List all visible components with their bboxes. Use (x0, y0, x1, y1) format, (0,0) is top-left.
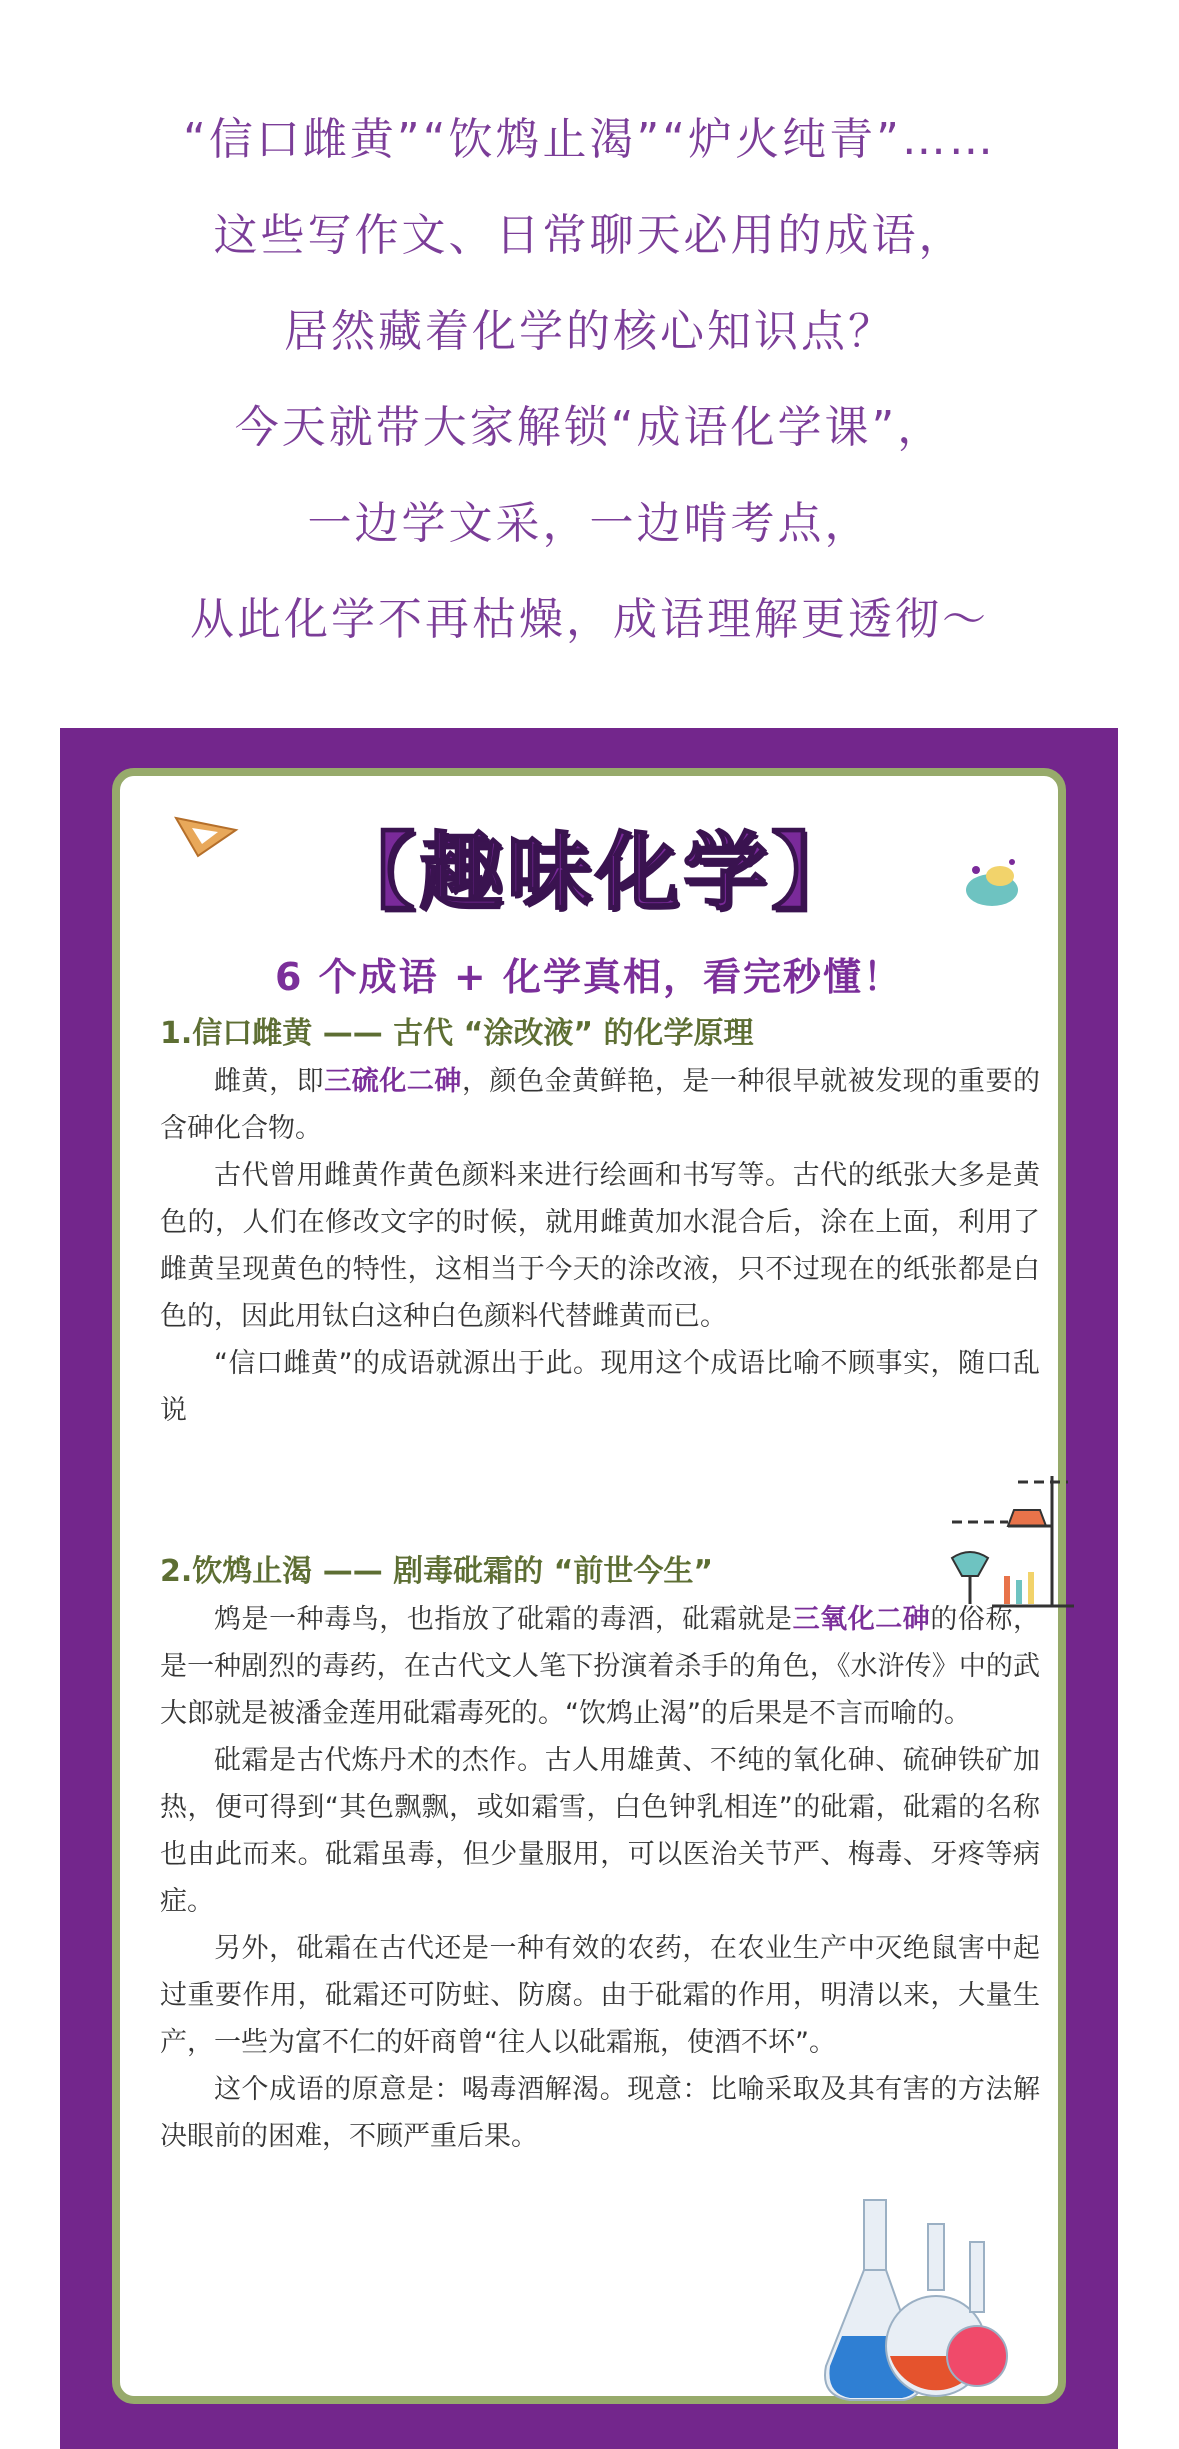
card-title-wrap (310, 818, 880, 926)
section-title: 1.信口雌黄 —— 古代 “涂改液” 的化学原理 (160, 1016, 754, 1051)
paragraph-text: 雌黄，即 (214, 1066, 325, 1097)
intro-line: 今天就带大家解锁“成语化学课”， (234, 402, 945, 453)
card-subtitle: 6 个成语 + 化学真相，看完秒懂！ (275, 955, 903, 999)
section-title: 2.饮鸩止渴 —— 剧毒砒霜的 “前世今生” (160, 1554, 714, 1589)
purple-frame (60, 728, 1118, 2449)
intro-line: 从此化学不再枯燥，成语理解更透彻～ (190, 594, 989, 645)
flasks-icon (820, 2196, 1010, 2404)
intro-line: 居然藏着化学的核心知识点？ (284, 306, 895, 357)
paragraph: 砒霜是古代炼丹术的杰作。古人用雄黄、不纯的氧化砷、硫砷铁矿加热，便可得到“其色飘飘，或如霜雪，白色钟乳相连”的砒霜，砒霜的名称也由此而来。砒霜虽毒，但少量服用，可以医治关节严、梅毒、牙疼等病症。 (160, 1745, 1040, 1917)
intro-line: 这些写作文、日常聊天必用的成语， (213, 210, 966, 261)
article-content (160, 1010, 1040, 2160)
paragraph: 另外，砒霜在古代还是一种有效的农药，在农业生产中灭绝鼠害中起过重要作用，砒霜还可防蛀、防腐。由于砒霜的作用，明清以来，大量生产，一些为富不仁的奸商曾“往人以砒霜瓶，使酒不坏”。 (160, 1933, 1040, 2058)
card-title: 【趣味化学】 (330, 823, 859, 921)
paragraph (160, 1596, 1040, 1737)
paragraph (160, 1058, 1040, 1152)
flying-cloud-icon (956, 852, 1026, 916)
paragraph: “信口雌黄”的成语就源出于此。现用这个成语比喻不顾事实，随口乱说 (160, 1348, 1040, 1426)
paragraph-text: 的俗称，是一种剧烈的毒药，在古代文人笔下扮演着杀手的角色，《水浒传》中的武大郎就是被潘金莲用砒霜毒死的。“饮鸩止渴”的后果是不言而喻的。 (160, 1604, 1041, 1729)
intro-text (0, 114, 1179, 694)
highlight-term: 三硫化二砷 (324, 1066, 462, 1097)
paragraph-text: ，颜色金黄鲜艳，是一种很早就被发现的重要的含砷化合物。 (160, 1066, 1041, 1144)
paragraph: 古代曾用雌黄作黄色颜料来进行绘画和书写等。古代的纸张大多是黄色的，人们在修改文字的时候，就用雌黄加水混合后，涂在上面，利用了雌黄呈现黄色的特性，这相当于今天的涂改液，只不过现在的纸张都是白色的，因此用钛白这种白色颜料代替雌黄而已。 (160, 1160, 1040, 1332)
paragraph-text: 鸩是一种毒鸟，也指放了砒霜的毒酒，砒霜就是 (214, 1604, 793, 1635)
section-gap (160, 1434, 1040, 1548)
intro-line: 一边学文采，一边啃考点， (307, 498, 872, 549)
intro-line: “信口雌黄”“饮鸩止渴”“炉火纯青”…… (183, 114, 996, 165)
article-card (112, 768, 1066, 2404)
paragraph: 这个成语的原意是：喝毒酒解渴。现意：比喻采取及其有害的方法解决眼前的困难，不顾严重后果。 (160, 2074, 1040, 2152)
lab-apparatus-icon (948, 1476, 1078, 1616)
triangle-ruler-icon (172, 812, 242, 862)
highlight-term: 三氧化二砷 (792, 1604, 931, 1635)
